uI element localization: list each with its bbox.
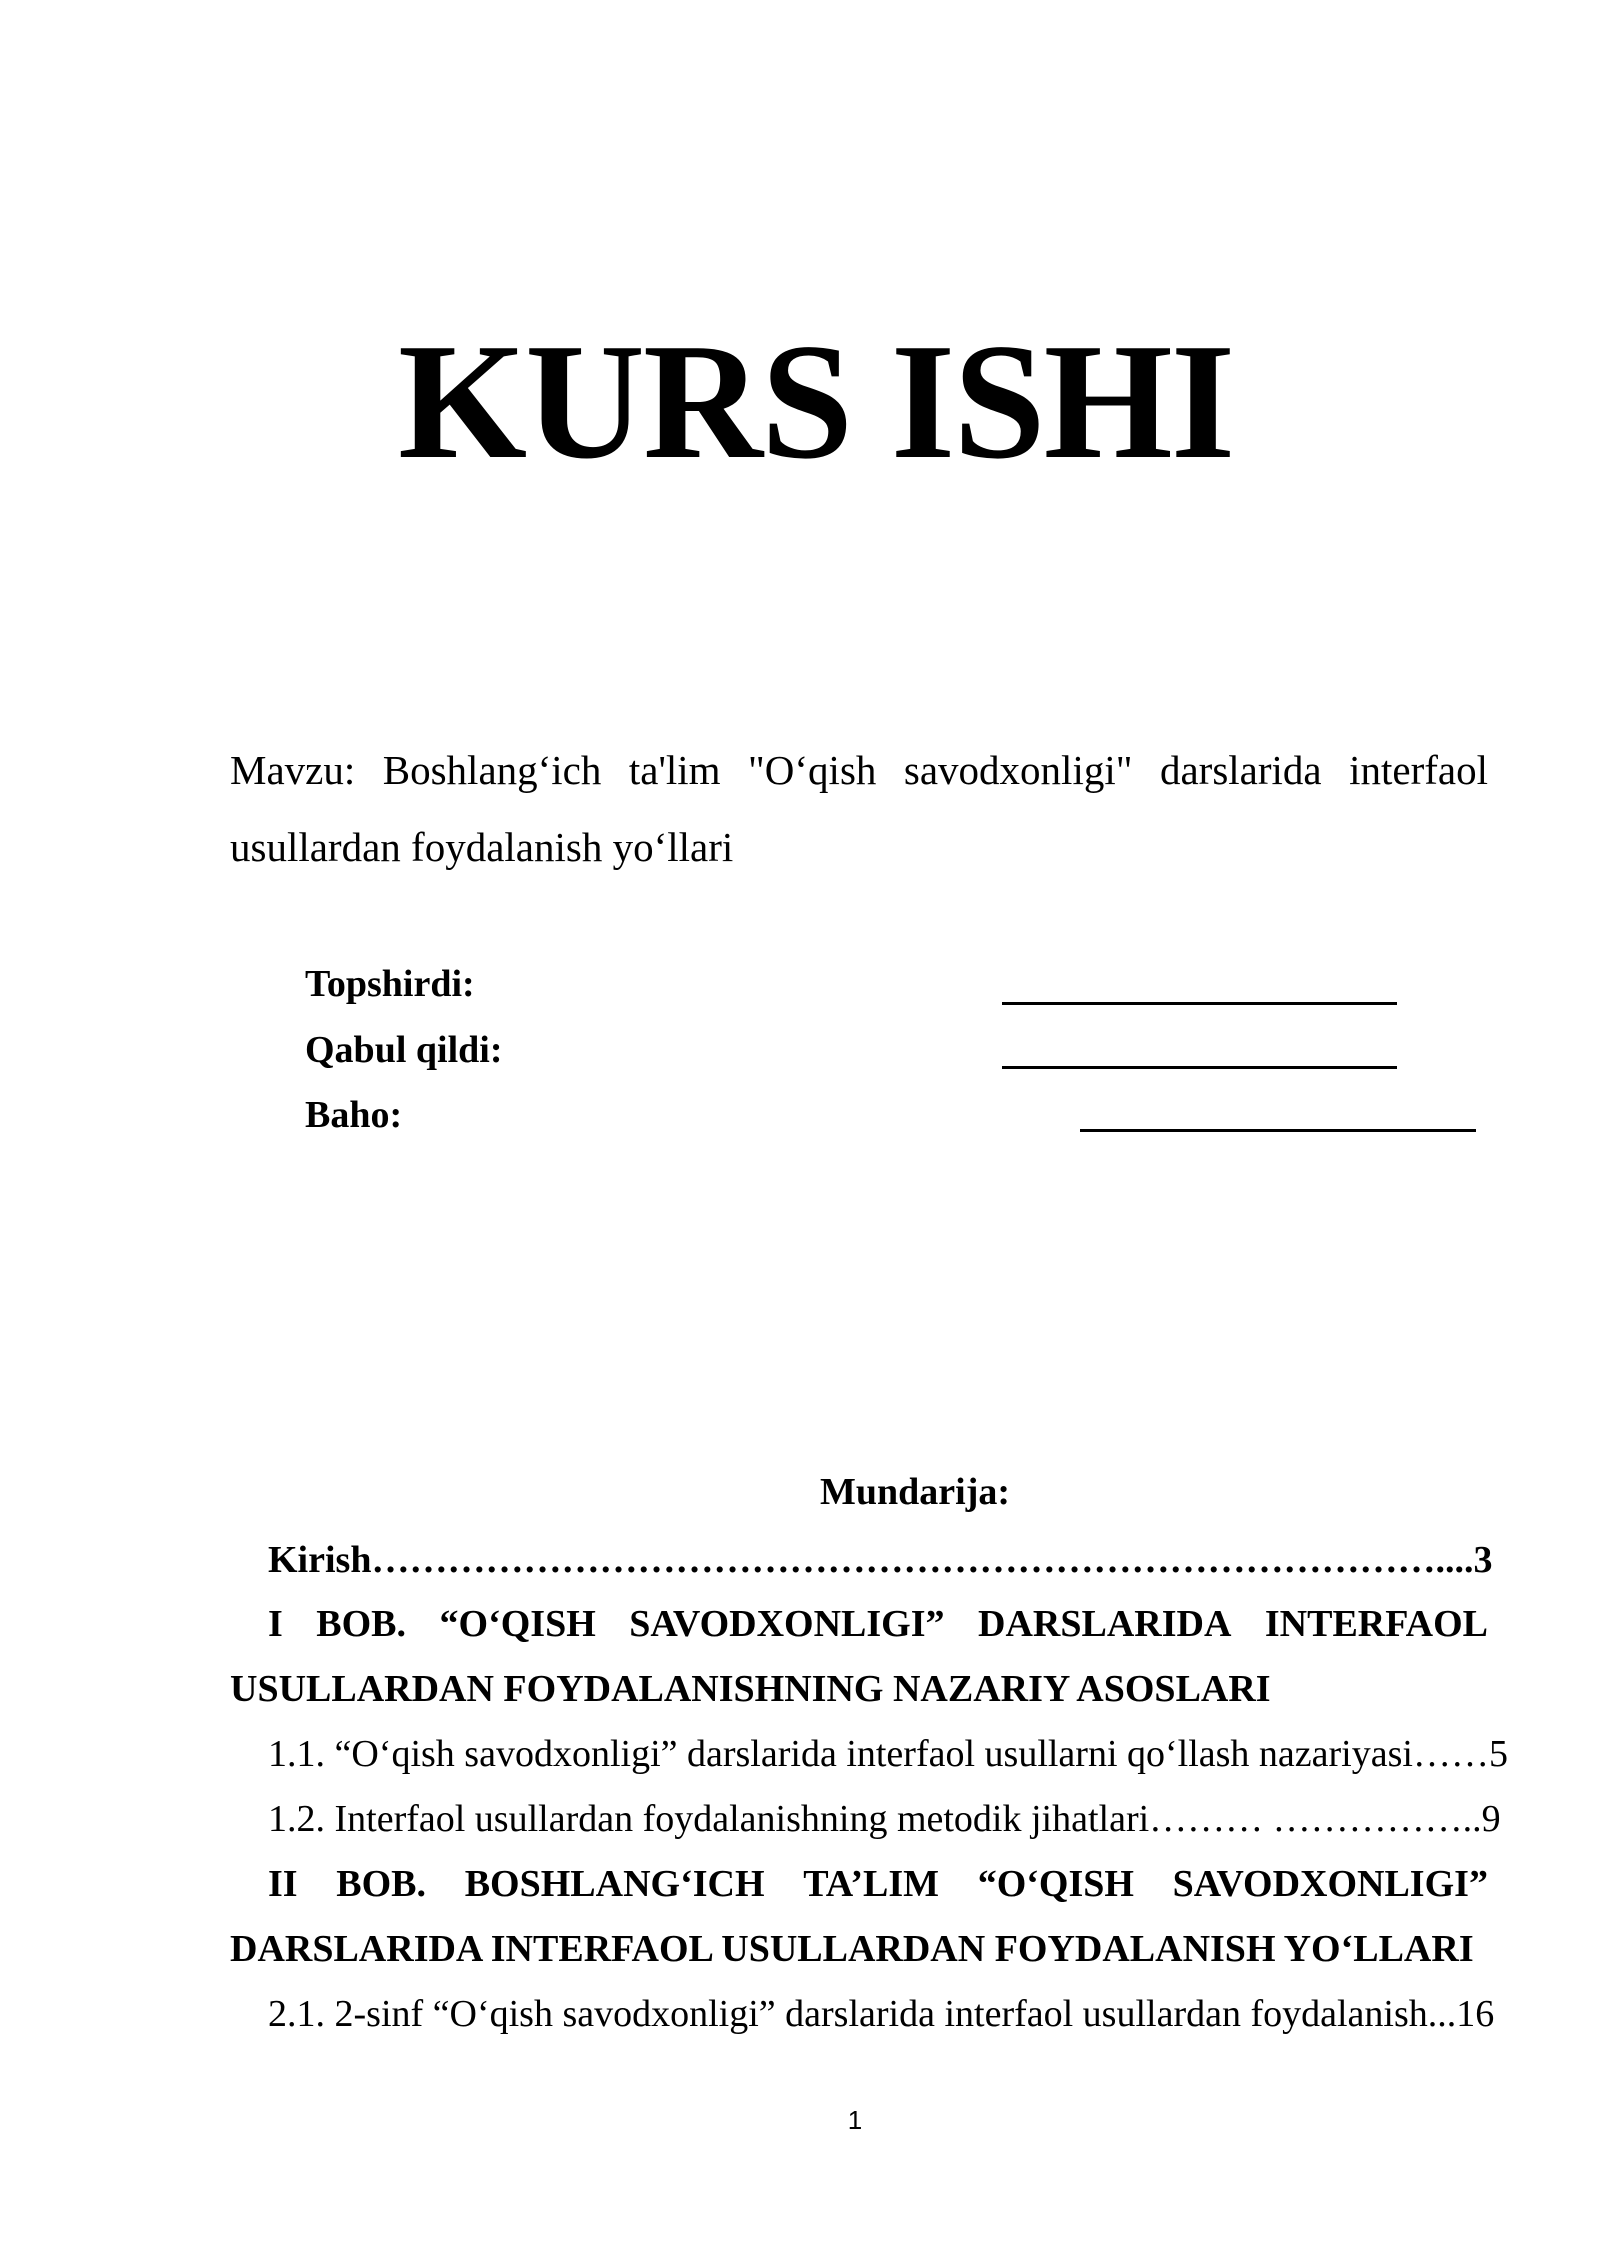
topic-text: Mavzu: Boshlang‘ich ta'lim "O‘qish savodxonligi" darslarida interfaol usullardan foydalanish yo‘llari (230, 747, 1488, 870)
toc-heading: Mundarija: (820, 1471, 1010, 1513)
grade-label: Baho: (305, 1094, 403, 1136)
submitted-label: Topshirdi: (305, 963, 475, 1005)
toc-chapter1-line2: USULLARDAN FOYDALANISHNING NAZARIY ASOSLARI (230, 1668, 1271, 1710)
toc-chapter1-line1 (268, 1605, 1488, 1643)
toc-chapter1-word: I (268, 1603, 283, 1645)
toc-chapter2-word: BOSHLANG‘ICH (464, 1863, 765, 1905)
toc-chapter2-word: SAVODXONLIGI” (1172, 1863, 1488, 1905)
grade-signature-line (1080, 1129, 1476, 1132)
toc-chapter2-line1 (268, 1865, 1488, 1903)
toc-chapter1-word: DARSLARIDA (978, 1603, 1232, 1645)
submitted-signature-line (1002, 1002, 1397, 1005)
toc-chapter1-word: BOB. (316, 1603, 407, 1645)
toc-chapter2-word: II (268, 1863, 298, 1905)
accepted-label: Qabul qildi: (305, 1029, 503, 1071)
document-title: KURS ISHI (398, 309, 1234, 493)
toc-chapter2-line2: DARSLARIDA INTERFAOL USULLARDAN FOYDALANISH YO‘LLARI (230, 1928, 1474, 1970)
toc-chapter1-word: INTERFAOL (1264, 1603, 1488, 1645)
toc-intro: Kirish…………………………………………………………………………....3 (268, 1539, 1493, 1581)
toc-item-1-1: 1.1. “O‘qish savodxonligi” darslarida interfaol usullarni qo‘llash nazariyasi……5 (268, 1733, 1508, 1775)
toc-chapter1-word: “O‘QISH (439, 1603, 596, 1645)
page-number: 1 (847, 2105, 863, 2135)
accepted-signature-line (1002, 1066, 1397, 1069)
toc-chapter2-word: TA’LIM (803, 1863, 940, 1905)
toc-item-2-1: 2.1. 2-sinf “O‘qish savodxonligi” darslarida interfaol usullardan foydalanish...16 (268, 1993, 1495, 2035)
toc-chapter1-word: SAVODXONLIGI” (629, 1603, 945, 1645)
toc-chapter2-word: BOB. (336, 1863, 427, 1905)
toc-item-1-2: 1.2. Interfaol usullardan foydalanishning metodik jihatlari……… ……………..9 (268, 1798, 1501, 1840)
toc-chapter2-word: “O‘QISH (977, 1863, 1134, 1905)
